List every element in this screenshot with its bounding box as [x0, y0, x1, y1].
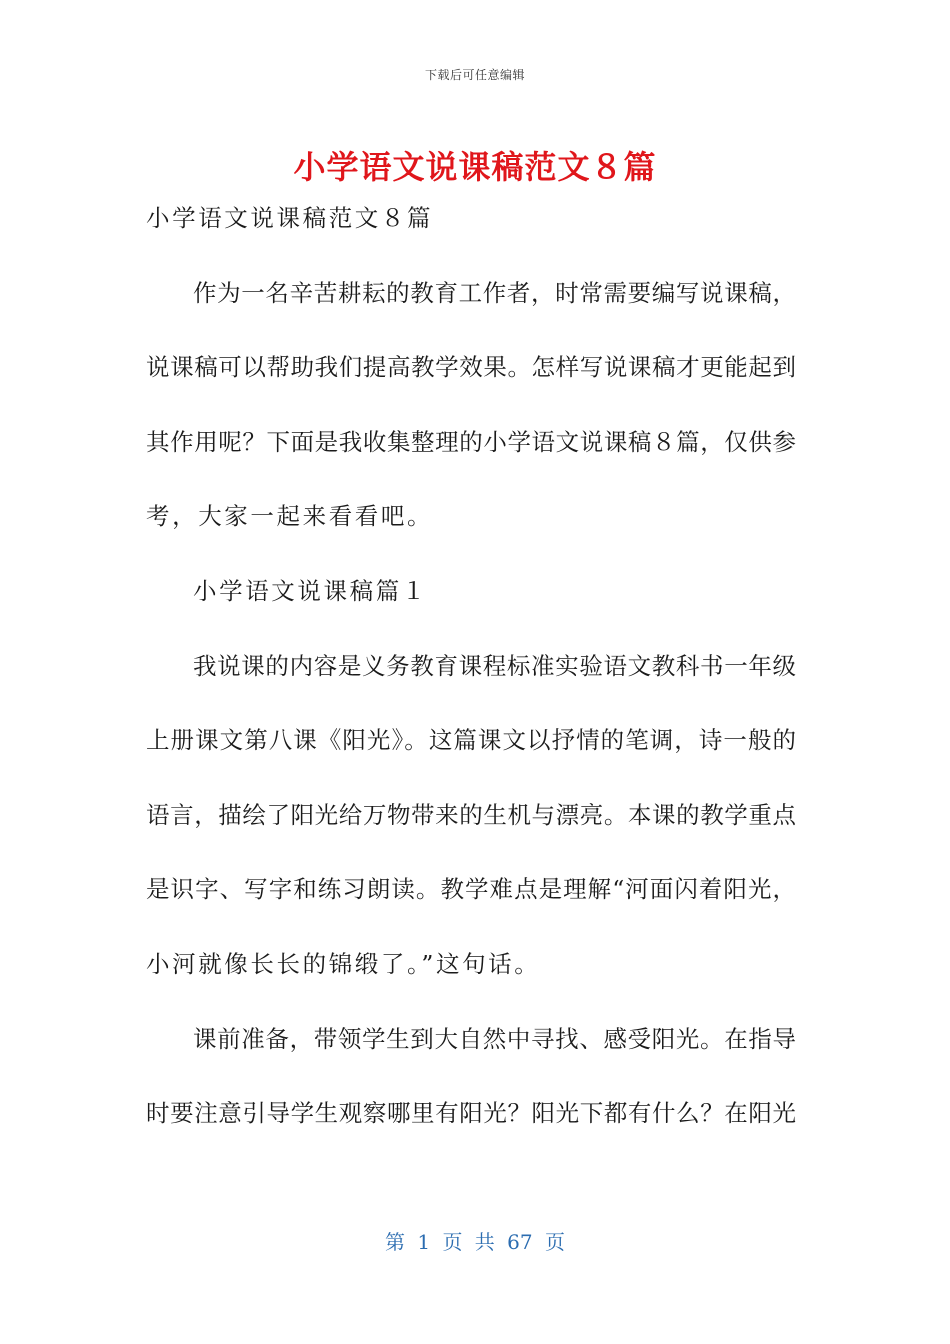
text-line: 时要注意引导学生观察哪里有阳光？阳光下都有什么？在阳光: [146, 1099, 796, 1128]
section-heading: 小学语文说课稿篇１: [193, 576, 428, 605]
text-line: 小河就像长长的锦缎了。”这句话。: [146, 949, 541, 978]
body-paragraph-2: [146, 1009, 796, 1158]
text-line: 语言，描绘了阳光给万物带来的生机与漂亮。本课的教学重点: [146, 800, 796, 829]
text-line: 课前准备，带领学生到大自然中寻找、感受阳光。在指导: [193, 1024, 796, 1053]
text-line: 考，大家一起来看看吧。: [146, 502, 434, 531]
intro-paragraph: [146, 263, 796, 561]
document-title: 小学语文说课稿范文８篇: [293, 148, 657, 186]
text-line: 上册课文第八课《阳光》。这篇课文以抒情的笔调，诗一般的: [146, 726, 796, 755]
document-body: [146, 188, 796, 1158]
text-line: 说课稿可以帮助我们提高教学效果。怎样写说课稿才更能起到: [146, 353, 796, 382]
text-line: 其作用呢？下面是我收集整理的小学语文说课稿８篇，仅供参: [146, 427, 796, 456]
text-line: 我说课的内容是义务教育课程标准实验语文教科书一年级: [193, 651, 796, 680]
text-line: 是识字、写字和练习朗读。教学难点是理解“河面闪着阳光，: [146, 875, 796, 904]
header-note: 下载后可任意编辑: [424, 68, 525, 82]
text-line: 作为一名辛苦耕耘的教育工作者，时常需要编写说课稿，: [193, 278, 796, 307]
page-number-footer: 第 1 页 共 67 页: [385, 1230, 565, 1254]
document-subtitle: 小学语文说课稿范文８篇: [146, 204, 434, 232]
body-paragraph-1: [146, 636, 796, 1009]
